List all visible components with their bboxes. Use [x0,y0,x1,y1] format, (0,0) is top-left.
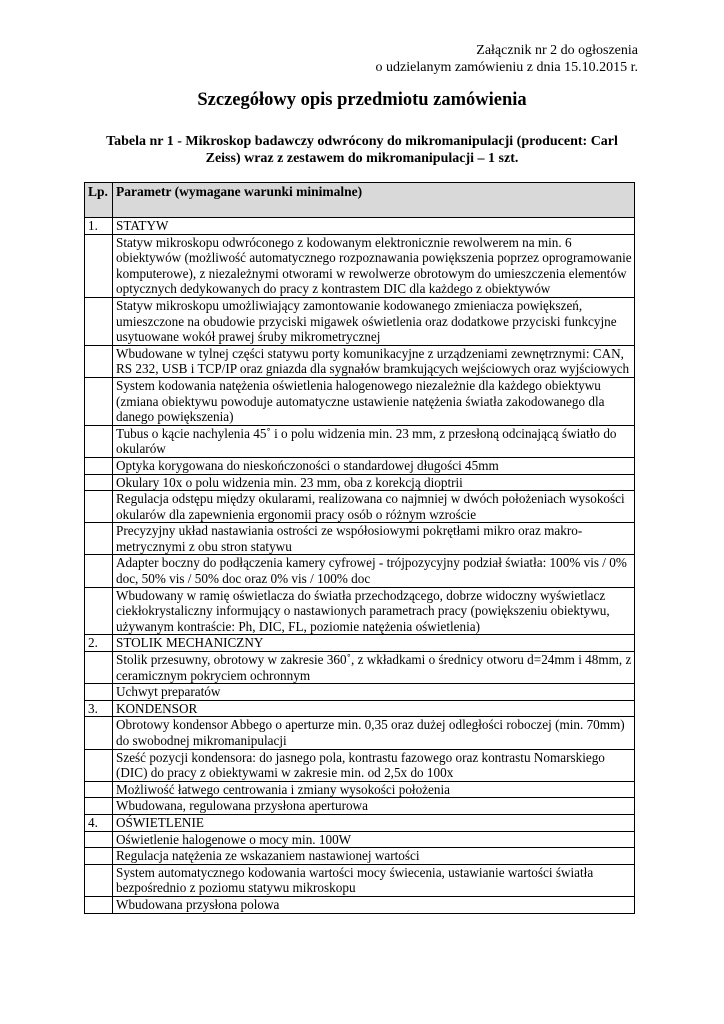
table-row [85,297,635,345]
section-title-cell: OŚWIETLENIE [113,814,635,831]
parameter-cell: Tubus o kącie nachylenia 45˚ i o polu widzenia min. 23 mm, z przesłoną odcinającą światło do okularów [113,425,635,457]
row-number-cell [85,474,113,491]
parameter-cell: Wbudowany w ramię oświetlacza do światła przechodzącego, dobrze widoczny wyświetlacz ciekłokrystaliczny informujący o nastawionych parametrach pracy (powiększeniu obiektywu, używanym kontraście: Ph, DIC, FL, poziomie natężenia oświetlenia) [113,587,635,635]
table-row [85,749,635,781]
row-number-cell [85,457,113,474]
attachment-note-line-1: Załącznik nr 2 do ogłoszenia [476,43,638,58]
attachment-note [376,42,638,76]
table-caption-line-1: Tabela nr 1 - Mikroskop badawczy odwrócony do mikromanipulacji (producent: Carl [106,134,618,149]
table-row [85,587,635,635]
row-number-cell [85,831,113,848]
table-row [85,652,635,684]
row-number-cell [85,234,113,297]
table-row [85,377,635,425]
column-header-lp: Lp. [85,183,113,218]
row-number-cell: 3. [85,700,113,717]
table-row [85,848,635,865]
parameter-cell: Obrotowy kondensor Abbego o aperturze min. 0,35 oraz dużej odległości roboczej (min. 70mm) do swobodnej mikromanipulacji [113,717,635,749]
attachment-note-line-2: o udzielanym zamówieniu z dnia 15.10.2015 r. [375,60,638,75]
parameter-cell: System kodowania natężenia oświetlenia halogenowego niezależnie dla każdego obiektywu (zmiana obiektywu powoduje automatyczne ustawienie natężenia światła zakodowanego dla danego powiększenia) [113,377,635,425]
table-row [85,474,635,491]
table-row [85,896,635,913]
table-row [85,781,635,798]
parameter-cell: Sześć pozycji kondensora: do jasnego pola, kontrastu fazowego oraz kontrastu Nomarskiego (DIC) do pracy z obiektywami w zakresie min. od 2,5x do 100x [113,749,635,781]
row-number-cell [85,781,113,798]
parameter-cell: Statyw mikroskopu umożliwiający zamontowanie kodowanego zmieniacza powiększeń, umieszczone na obudowie przyciski migawek oświetlenia oraz dodatkowe przyciski funkcyjne usytuowane wokół prawej śruby mikrometrycznej [113,297,635,345]
parameter-cell: Adapter boczny do podłączenia kamery cyfrowej - trójpozycyjny podział światła: 100% vis / 0% doc, 50% vis / 50% doc oraz 0% vis / 100% doc [113,555,635,587]
table-caption [84,133,640,167]
table-section-row [85,218,635,235]
row-number-cell [85,345,113,377]
row-number-cell [85,717,113,749]
row-number-cell [85,377,113,425]
row-number-cell [85,523,113,555]
row-number-cell [85,555,113,587]
parameter-cell: Wbudowane w tylnej części statywu porty komunikacyjne z urządzeniami zewnętrznymi: CAN, RS 232, USB i TCP/IP oraz gniazda dla sygnałów bramkujących wejściowych oraz wyjściowych [113,345,635,377]
table-row [85,345,635,377]
table-section-row [85,635,635,652]
parameter-cell: Okulary 10x o polu widzenia min. 23 mm, oba z korekcją dioptrii [113,474,635,491]
parameter-cell: Wbudowana przysłona polowa [113,896,635,913]
parameter-cell: Precyzyjny układ nastawiania ostrości ze współosiowymi pokrętłami mikro oraz makro-metrycznymi z obu stron statywu [113,523,635,555]
section-title-cell: STATYW [113,218,635,235]
row-number-cell [85,491,113,523]
table-body [85,218,635,914]
parameter-cell: Wbudowana, regulowana przysłona aperturowa [113,798,635,815]
column-header-parameter: Parametr (wymagane warunki minimalne) [113,183,635,218]
parameter-cell: Statyw mikroskopu odwróconego z kodowanym elektronicznie rewolwerem na min. 6 obiektywów (możliwość automatycznego rozpoznawania powiększenia poprzez oprogramowanie komputerowe), z niezależnymi otworami w rewolwerze obrotowym do umieszczenia elementów optycznych dedykowanych do pracy z kontrastem DIC dla każdego z obiektywów [113,234,635,297]
parameter-cell: Optyka korygowana do nieskończoności o standardowej długości 45mm [113,457,635,474]
parameter-cell: Uchwyt preparatów [113,684,635,701]
row-number-cell [85,587,113,635]
parameter-cell: Możliwość łatwego centrowania i zmiany wysokości położenia [113,781,635,798]
specification-table [84,182,635,914]
table-row [85,831,635,848]
row-number-cell [85,684,113,701]
table-row [85,523,635,555]
table-row [85,491,635,523]
table-row [85,717,635,749]
parameter-cell: Regulacja odstępu między okularami, realizowana co najmniej w dwóch położeniach wysokości okularów dla zapewnienia ergonomii pracy osób o różnym wzroście [113,491,635,523]
section-title-cell: KONDENSOR [113,700,635,717]
table-row [85,555,635,587]
row-number-cell [85,896,113,913]
row-number-cell [85,652,113,684]
table-row [85,684,635,701]
parameter-cell: System automatycznego kodowania wartości mocy świecenia, ustawianie wartości światła bezpośrednio z poziomu statywu mikroskopu [113,864,635,896]
row-number-cell [85,297,113,345]
table-header-row [85,183,635,218]
row-number-cell: 1. [85,218,113,235]
table-row [85,234,635,297]
table-section-row [85,700,635,717]
table-row [85,457,635,474]
row-number-cell [85,864,113,896]
section-title-cell: STOLIK MECHANICZNY [113,635,635,652]
table-row [85,425,635,457]
parameter-cell: Regulacja natężenia ze wskazaniem nastawionej wartości [113,848,635,865]
row-number-cell: 4. [85,814,113,831]
parameter-cell: Stolik przesuwny, obrotowy w zakresie 360˚, z wkładkami o średnicy otworu d=24mm i 48mm, z ceramicznym pokryciem ochronnym [113,652,635,684]
table-row [85,864,635,896]
row-number-cell [85,425,113,457]
table-caption-line-2: Zeiss) wraz z zestawem do mikromanipulacji – 1 szt. [205,151,519,166]
row-number-cell [85,798,113,815]
table-row [85,798,635,815]
table-section-row [85,814,635,831]
parameter-cell: Oświetlenie halogenowe o mocy min. 100W [113,831,635,848]
row-number-cell [85,848,113,865]
row-number-cell: 2. [85,635,113,652]
document-title: Szczegółowy opis przedmiotu zamówienia [197,90,527,110]
row-number-cell [85,749,113,781]
